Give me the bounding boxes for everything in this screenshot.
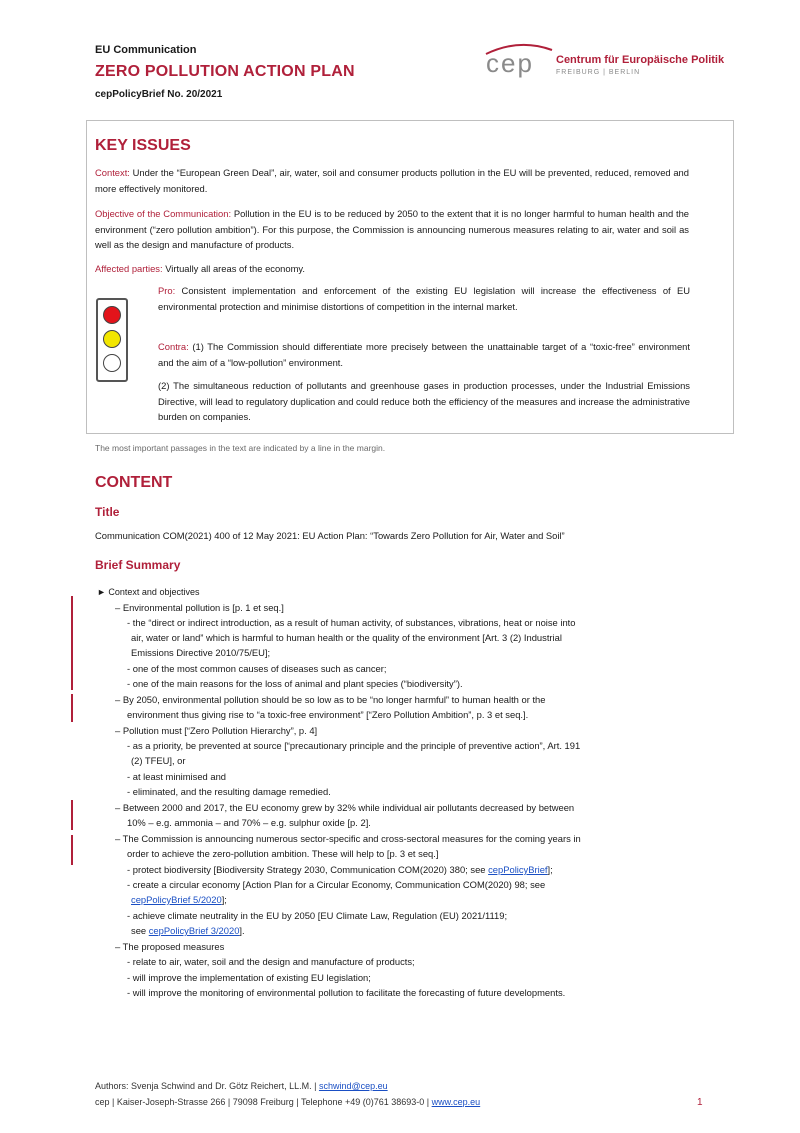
key-issues-title: KEY ISSUES [95, 137, 191, 154]
list-item: – Between 2000 and 2017, the EU economy grew by 32% while individual air pollutants decreased by between [115, 802, 575, 813]
affected-text: Virtually all areas of the economy. [165, 263, 306, 274]
list-item: - eliminated, and the resulting damage remedied. [127, 786, 331, 797]
context-paragraph [95, 165, 689, 196]
content-title: CONTENT [95, 474, 173, 491]
list-item: – The proposed measures [115, 941, 225, 952]
list-item: - one of the most common causes of diseases such as cancer; [127, 663, 387, 674]
list-item: - relate to air, water, soil and the design and manufacture of products; [127, 956, 415, 967]
contra-label: Contra: [158, 341, 189, 352]
margin-line [71, 694, 73, 722]
ceppolicybrief-3-2020-link[interactable]: cepPolicyBrief 3/2020 [148, 925, 240, 936]
margin-line [71, 835, 73, 865]
title-heading: Title [95, 505, 120, 519]
list-item: air, water or land” which is harmful to human health or the quality of the environment [Art. 3 (2) Industrial [131, 632, 562, 643]
document-title: ZERO POLLUTION ACTION PLAN [95, 63, 355, 80]
authors-text: Authors: Svenja Schwind and Dr. Götz Reichert, LL.M. | [95, 1081, 319, 1091]
traffic-light-icon [96, 298, 128, 382]
footer-address [95, 1097, 480, 1107]
list-item: 10% – e.g. ammonia – and 70% – e.g. sulphur oxide [p. 2]. [127, 817, 371, 828]
list-item: - the “direct or indirect introduction, as a result of human activity, of substances, vibrations, heat or noise into [127, 617, 576, 628]
contra-text: (1) The Commission should differentiate more precisely between the unattainable target of a “toxic-free” environment and the aim of a “low-pollution” environment. [158, 341, 691, 368]
list-item: Emissions Directive 2010/75/EU]; [131, 647, 271, 658]
ceppolicybrief-link[interactable]: cepPolicyBrief [488, 864, 548, 875]
red-lamp [103, 306, 121, 324]
affected-label: Affected parties: [95, 263, 163, 274]
yellow-lamp [103, 330, 121, 348]
logo-text: cep [486, 48, 534, 78]
pro-label: Pro: [158, 285, 176, 296]
list-item: - create a circular economy [Action Plan for a Circular Economy, Communication COM(2020) 98; see [127, 879, 546, 890]
list-item: - at least minimised and [127, 771, 227, 782]
document-category: EU Communication [95, 44, 197, 56]
list-item-text: see [131, 925, 149, 936]
list-item: - will improve the monitoring of environmental pollution to facilitate the forecasting of future developments. [127, 987, 566, 998]
list-item-text: ]. [239, 925, 245, 936]
margin-line-note: The most important passages in the text are indicated by a line in the margin. [95, 443, 386, 453]
list-item [131, 923, 245, 938]
list-item: - one of the main reasons for the loss of animal and plant species (“biodiversity”). [127, 678, 463, 689]
list-item: – By 2050, environmental pollution should be so low as to be “no longer harmful” to human health or the [115, 694, 546, 705]
affected-paragraph [95, 261, 689, 277]
logo-organisation-name: Centrum für Europäische Politik [556, 54, 725, 66]
list-item: environment thus giving rise to “a toxic-free environment” [“Zero Pollution Ambition”, p. 3 et seq.]. [127, 709, 529, 720]
list-item-text: - protect biodiversity [Biodiversity Strategy 2030, Communication COM(2020) 380; see [127, 864, 489, 875]
list-item: (2) TFEU], or [131, 755, 186, 766]
list-item: order to achieve the zero-pollution ambition. These will help to [p. 3 et seq.] [127, 848, 439, 859]
pro-paragraph [158, 283, 690, 314]
objective-text: Pollution in the EU is to be reduced by 2050 to the extent that it is no longer harmful to human health and the environment (“zero pollution ambition”). For this purpose, the Commission is announcing numerous measures relating to air, water and soil as well as the design and manufacture of products. [95, 208, 689, 250]
list-item: - achieve climate neutrality in the EU by 2050 [EU Climate Law, Regulation (EU) 2021/1119; [127, 910, 508, 921]
logo-location: FREIBURG | BERLIN [556, 69, 641, 76]
list-item: – Environmental pollution is [p. 1 et seq.] [115, 602, 284, 613]
margin-line [71, 800, 73, 830]
list-item-text: ]; [547, 864, 553, 875]
contra-paragraph [158, 339, 690, 370]
pro-text: Consistent implementation and enforcement of the existing EU legislation will increase the effectiveness of EU environmental protection and minimise distortions of competition in the internal market. [158, 285, 690, 312]
cep-logo [478, 42, 738, 82]
page-number: 1 [697, 1097, 703, 1108]
list-item: – The Commission is announcing numerous sector-specific and cross-sectoral measures for the coming years in [115, 833, 581, 844]
list-item: – Pollution must [“Zero Pollution Hierarchy”, p. 4] [115, 725, 318, 736]
list-item: - as a priority, be prevented at source [“precautionary principle and the principle of preventive action”, Art. 191 [127, 740, 581, 751]
brief-number: cepPolicyBrief No. 20/2021 [95, 89, 223, 100]
ceppolicybrief-5-2020-link[interactable]: cepPolicyBrief 5/2020 [131, 894, 222, 905]
objective-label: Objective of the Communication: [95, 208, 232, 219]
context-text: Under the “European Green Deal”, air, water, soil and consumer products pollution in the EU will be prevented, reduced, removed and more effectively monitored. [95, 167, 689, 194]
list-item-text: ]; [221, 894, 227, 905]
footer-authors [95, 1081, 388, 1091]
summary-heading: Brief Summary [95, 558, 181, 572]
green-lamp [103, 354, 121, 372]
email-link[interactable]: schwind@cep.eu [318, 1081, 388, 1091]
contra-paragraph-2: (2) The simultaneous reduction of pollutants and greenhouse gases in production processes, under the Industrial Emissions Directive, will lead to regulatory duplication and could reduce both the efficiency of the measures and increase the administrative burden on companies. [158, 380, 690, 422]
address-text: cep | Kaiser-Joseph-Strasse 266 | 79098 Freiburg | Telephone +49 (0)761 38693-0 | [95, 1097, 432, 1107]
list-item: - will improve the implementation of existing EU legislation; [127, 972, 371, 983]
list-item [131, 892, 227, 907]
list-item [127, 862, 553, 877]
context-label: Context: [95, 167, 130, 178]
communication-title: Communication COM(2021) 400 of 12 May 2021: EU Action Plan: “Towards Zero Pollution for Air, Water and Soil” [95, 530, 565, 541]
objective-paragraph [95, 206, 689, 253]
website-link[interactable]: www.cep.eu [431, 1097, 481, 1107]
margin-line [71, 596, 73, 690]
list-item: ► Context and objectives [97, 587, 200, 597]
